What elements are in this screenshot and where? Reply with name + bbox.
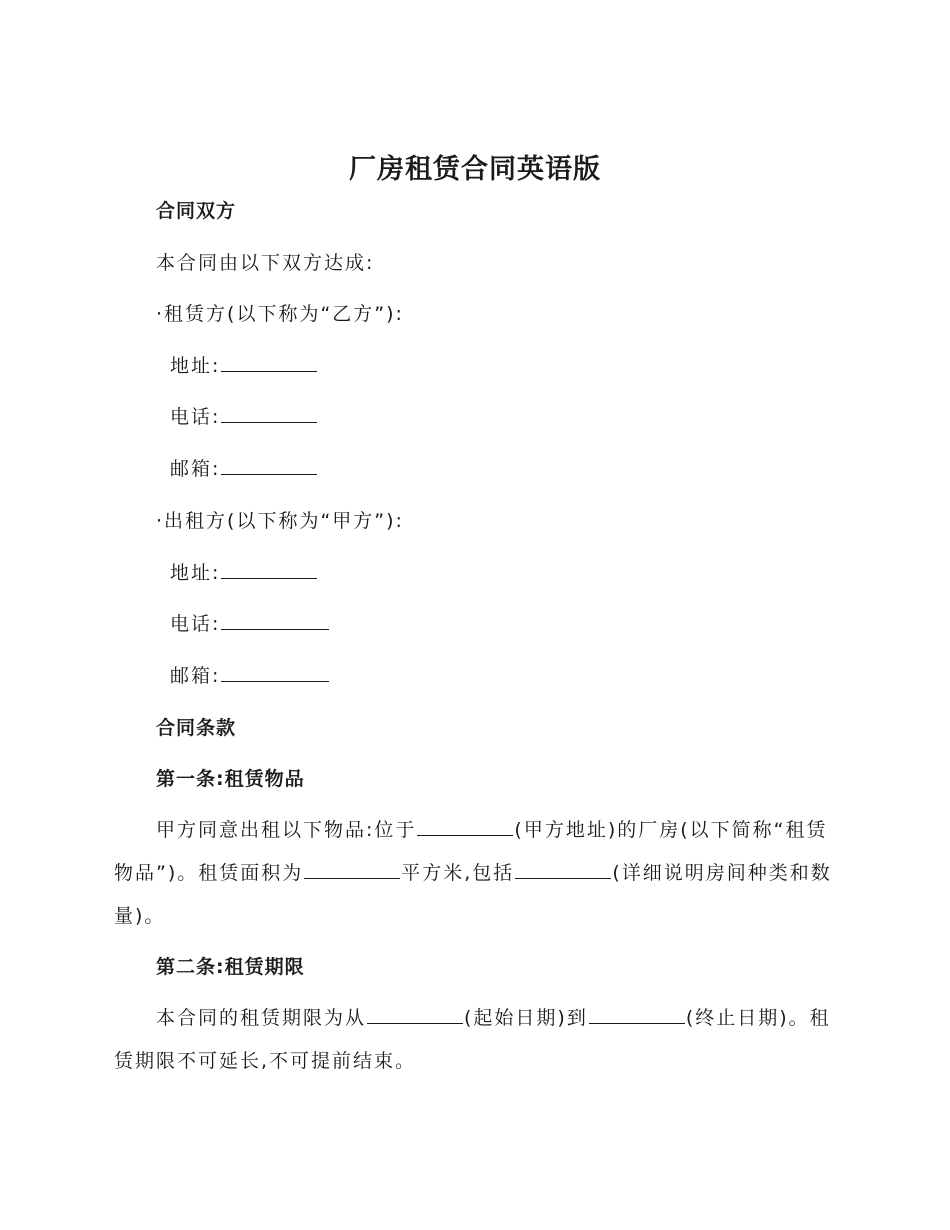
article1-text-4: (详细说明房间种类和数量)。 bbox=[114, 862, 832, 927]
lessee-email-label: 邮箱: bbox=[170, 458, 221, 480]
lessee-email-blank bbox=[221, 454, 317, 475]
article1-paragraph bbox=[114, 809, 834, 938]
document-title: 厂房租赁合同英语版 bbox=[349, 154, 601, 185]
lessee-email-row bbox=[170, 454, 318, 484]
article1-text-1: 甲方同意出租以下物品:位于 bbox=[156, 819, 417, 841]
intro-text: 本合同由以下双方达成: bbox=[156, 252, 375, 274]
lessor-email-blank bbox=[221, 661, 329, 682]
lessee-phone-row bbox=[170, 402, 318, 432]
article1-rooms-blank bbox=[515, 858, 611, 879]
lessor-address-row bbox=[170, 558, 318, 588]
lessor-address-blank bbox=[221, 558, 317, 579]
article2-heading: 第二条:租赁期限 bbox=[156, 956, 305, 978]
article2-end-blank bbox=[589, 1003, 685, 1024]
article1-text-2: (甲方地址)的厂房(以下简称“租赁物品”)。租赁面积为 bbox=[114, 819, 828, 884]
article2-text-1: 本合同的租赁期限为从 bbox=[156, 1007, 367, 1029]
lessor-phone-blank bbox=[221, 609, 329, 630]
article1-area-blank bbox=[304, 858, 400, 879]
parties-heading: 合同双方 bbox=[156, 200, 237, 222]
article2-paragraph bbox=[114, 997, 834, 1083]
lessor-address-label: 地址: bbox=[170, 562, 221, 584]
lessor-email-row bbox=[170, 661, 330, 691]
lessee-address-row bbox=[170, 351, 318, 381]
lessor-phone-label: 电话: bbox=[170, 613, 221, 635]
article1-heading: 第一条:租赁物品 bbox=[156, 768, 305, 790]
article1-location-blank bbox=[417, 815, 513, 836]
lessor-phone-row bbox=[170, 609, 330, 639]
lessee-phone-label: 电话: bbox=[170, 406, 221, 428]
lessor-email-label: 邮箱: bbox=[170, 665, 221, 687]
lessor-label: ·出租方(以下称为“甲方”): bbox=[156, 510, 404, 532]
lessee-address-label: 地址: bbox=[170, 355, 221, 377]
terms-heading: 合同条款 bbox=[156, 717, 237, 739]
article2-start-blank bbox=[367, 1003, 463, 1024]
lessee-address-blank bbox=[221, 351, 317, 372]
article2-text-3: (终止日期)。租赁期限不可延长,不可提前结束。 bbox=[114, 1007, 831, 1072]
lessee-label: ·租赁方(以下称为“乙方”): bbox=[156, 303, 404, 325]
article2-text-2: (起始日期)到 bbox=[464, 1007, 588, 1029]
lessee-phone-blank bbox=[221, 402, 317, 423]
article1-text-3: 平方米,包括 bbox=[401, 862, 515, 884]
